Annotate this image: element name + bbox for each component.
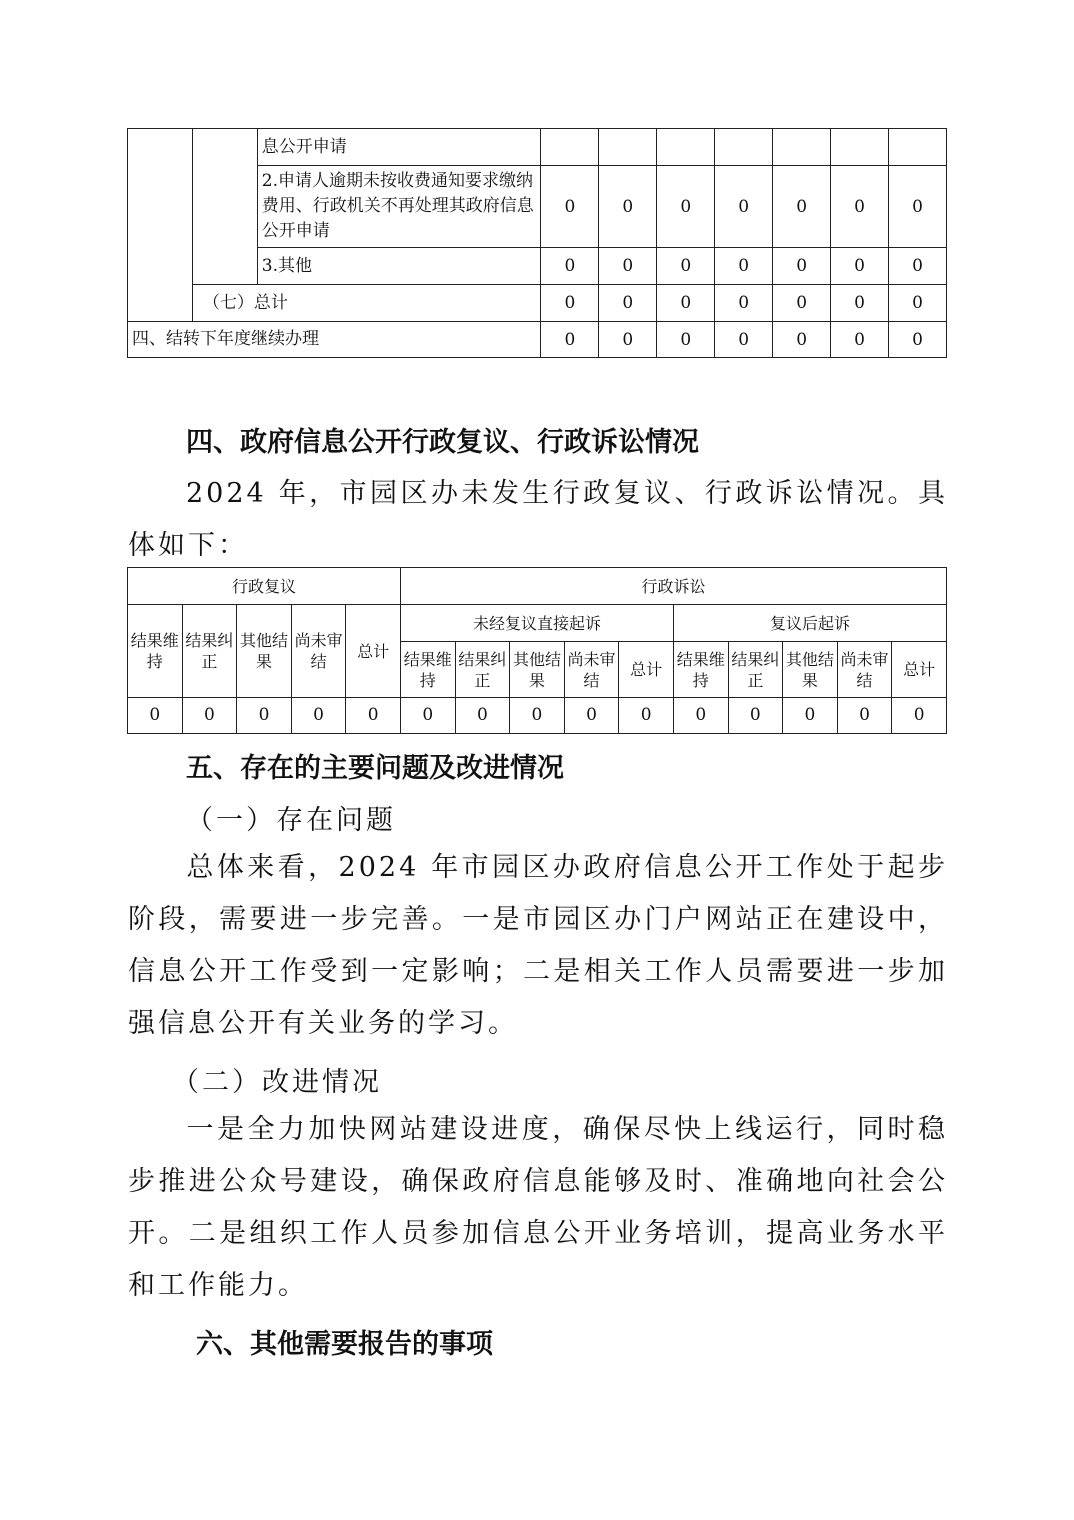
section-heading: 五、存在的主要问题及改进情况 xyxy=(186,753,564,784)
col-header: 其他结果 xyxy=(510,642,565,698)
table-cell: 0 xyxy=(657,322,715,358)
table-cell: 0 xyxy=(599,248,657,285)
table-row xyxy=(128,568,947,605)
table-cell: 0 xyxy=(657,285,715,322)
row-label: 2.申请人逾期未按收费通知要求缴纳费用、行政机关不再处理其政府信息公开申请 xyxy=(257,166,541,248)
table-cell: 0 xyxy=(400,698,455,734)
col-header: 结果维持 xyxy=(673,642,728,698)
table-cell: 0 xyxy=(715,248,773,285)
table-cell: 0 xyxy=(599,285,657,322)
table-cell xyxy=(541,129,599,166)
col-header: 总计 xyxy=(892,642,947,698)
table-cell: 0 xyxy=(346,698,401,734)
table-cell: 0 xyxy=(673,698,728,734)
row-label: 四、结转下年度继续办理 xyxy=(128,322,541,358)
table-cell: 0 xyxy=(510,698,565,734)
table-cell: 0 xyxy=(831,322,889,358)
col-header: 结果纠正 xyxy=(182,605,237,698)
table-cell: 0 xyxy=(715,285,773,322)
row-label: 息公开申请 xyxy=(257,129,541,166)
section-heading: 六、其他需要报告的事项 xyxy=(196,1329,493,1360)
table-cell: 0 xyxy=(564,698,619,734)
table-cell: 0 xyxy=(128,698,183,734)
table-cell: 0 xyxy=(831,166,889,248)
body-paragraph xyxy=(128,842,948,1050)
table-cell xyxy=(657,129,715,166)
col-header: 结果纠正 xyxy=(455,642,510,698)
col-header: 结果维持 xyxy=(400,642,455,698)
table-cell xyxy=(888,129,946,166)
table-cell: 0 xyxy=(888,166,946,248)
table-cell: 0 xyxy=(773,248,831,285)
col-header: 总计 xyxy=(346,605,401,698)
header-admin-review: 行政复议 xyxy=(128,568,401,605)
table-cell: 0 xyxy=(291,698,346,734)
table-row xyxy=(128,129,947,166)
subsection-heading: （一）存在问题 xyxy=(186,805,396,836)
col-header: 其他结果 xyxy=(783,642,838,698)
table-cell: 0 xyxy=(715,322,773,358)
table-cell: 0 xyxy=(773,285,831,322)
table-cell: 0 xyxy=(783,698,838,734)
table-cell: 0 xyxy=(892,698,947,734)
col-header: 结果维持 xyxy=(128,605,183,698)
table-cell xyxy=(715,129,773,166)
table-row xyxy=(128,605,947,642)
body-paragraph xyxy=(128,468,948,572)
paragraph-text: 2024 年，市园区办未发生行政复议、行政诉讼情况。具体如下： xyxy=(128,478,948,561)
table-cell: 0 xyxy=(773,166,831,248)
table-cell: 0 xyxy=(455,698,510,734)
row-label: 3.其他 xyxy=(257,248,541,285)
table-cell xyxy=(773,129,831,166)
table-cell: 0 xyxy=(657,248,715,285)
table-cell: 0 xyxy=(182,698,237,734)
table-row xyxy=(128,322,947,358)
table-cell: 0 xyxy=(599,322,657,358)
paragraph-text: 一是全力加快网站建设进度，确保尽快上线运行，同时稳步推进公众号建设，确保政府信息能够及时、准确地向社会公开。二是组织工作人员参加信息公开业务培训，提高业务水平和工作能力。 xyxy=(128,1114,948,1301)
col-header: 尚未审结 xyxy=(837,642,892,698)
table-cell: 0 xyxy=(599,166,657,248)
col-header: 尚未审结 xyxy=(564,642,619,698)
table-cell: 0 xyxy=(715,166,773,248)
table-cell-blank xyxy=(192,129,257,285)
section-heading: 四、政府信息公开行政复议、行政诉讼情况 xyxy=(186,427,699,458)
table-cell: 0 xyxy=(619,698,674,734)
table-cell: 0 xyxy=(888,285,946,322)
table-cell: 0 xyxy=(837,698,892,734)
body-paragraph xyxy=(128,1104,948,1312)
subsection-heading: （二）改进情况 xyxy=(172,1067,382,1098)
header-suit-after-review: 复议后起诉 xyxy=(673,605,946,642)
paragraph-text: 总体来看，2024 年市园区办政府信息公开工作处于起步阶段，需要进一步完善。一是市园区办门户网站正在建设中，信息公开工作受到一定影响；二是相关工作人员需要进一步加强信息公开有关业务的学习。 xyxy=(128,852,948,1039)
table-cell-blank xyxy=(128,129,193,322)
table-cell: 0 xyxy=(831,285,889,322)
table-row xyxy=(128,698,947,734)
col-header: 其他结果 xyxy=(237,605,292,698)
col-header: 结果纠正 xyxy=(728,642,783,698)
table-cell: 0 xyxy=(541,285,599,322)
table-cell xyxy=(599,129,657,166)
header-direct-suit: 未经复议直接起诉 xyxy=(400,605,673,642)
table-cell xyxy=(831,129,889,166)
table-cell: 0 xyxy=(541,248,599,285)
header-admin-litigation: 行政诉讼 xyxy=(400,568,946,605)
col-header: 总计 xyxy=(619,642,674,698)
application-result-table xyxy=(127,128,947,358)
review-litigation-table xyxy=(127,567,947,734)
table-cell: 0 xyxy=(888,248,946,285)
table-cell: 0 xyxy=(831,248,889,285)
table-cell: 0 xyxy=(728,698,783,734)
table-cell: 0 xyxy=(237,698,292,734)
table-row xyxy=(128,285,947,322)
table-cell: 0 xyxy=(657,166,715,248)
table-cell: 0 xyxy=(541,322,599,358)
table-cell: 0 xyxy=(773,322,831,358)
table-cell: 0 xyxy=(541,166,599,248)
table-cell: 0 xyxy=(888,322,946,358)
row-label: （七）总计 xyxy=(192,285,541,322)
col-header: 尚未审结 xyxy=(291,605,346,698)
